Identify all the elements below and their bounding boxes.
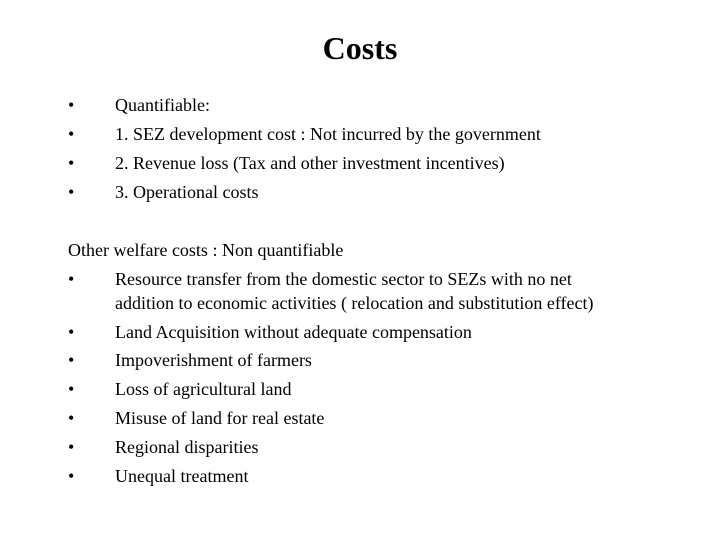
list-item	[0, 462, 720, 491]
list-item-continuation	[0, 289, 720, 318]
list-item	[0, 375, 720, 404]
list-item-text: Land Acquisition without adequate compensation	[115, 322, 472, 342]
list-item-text: 1. SEZ development cost : Not incurred by the government	[115, 124, 541, 144]
list-item	[0, 149, 720, 178]
list-item	[0, 120, 720, 149]
list-item	[0, 433, 720, 462]
list-item-text: Impoverishment of farmers	[115, 350, 312, 370]
bullet-icon: •	[68, 182, 75, 202]
list-item	[0, 91, 720, 120]
list-item-text: Misuse of land for real estate	[115, 408, 325, 428]
list-item	[0, 346, 720, 375]
list-item-text: Regional disparities	[115, 437, 259, 457]
bullet-icon: •	[68, 350, 75, 370]
list-item-text: 3. Operational costs	[115, 182, 259, 202]
section-heading: Other welfare costs : Non quantifiable	[68, 240, 344, 260]
list-item-text: Resource transfer from the domestic sector to SEZs with no net	[115, 269, 572, 289]
bullet-icon: •	[68, 124, 75, 144]
slide-title: Costs	[322, 30, 398, 66]
bullet-icon: •	[68, 95, 75, 115]
list-item	[0, 404, 720, 433]
list-item-text: addition to economic activities ( relocation and substitution effect)	[115, 293, 594, 313]
bullet-icon: •	[68, 153, 75, 173]
list-item-text: Unequal treatment	[115, 466, 249, 486]
list-item-text: Quantifiable:	[115, 95, 210, 115]
bullet-icon: •	[68, 466, 75, 486]
list-item	[0, 178, 720, 207]
list-item-text: 2. Revenue loss (Tax and other investment incentives)	[115, 153, 505, 173]
list-item-text: Loss of agricultural land	[115, 379, 292, 399]
bullet-icon: •	[68, 437, 75, 457]
bullet-icon: •	[68, 322, 75, 342]
bullet-icon: •	[68, 269, 75, 289]
bullet-icon: •	[68, 379, 75, 399]
bullet-icon: •	[68, 408, 75, 428]
list-item	[0, 318, 720, 347]
